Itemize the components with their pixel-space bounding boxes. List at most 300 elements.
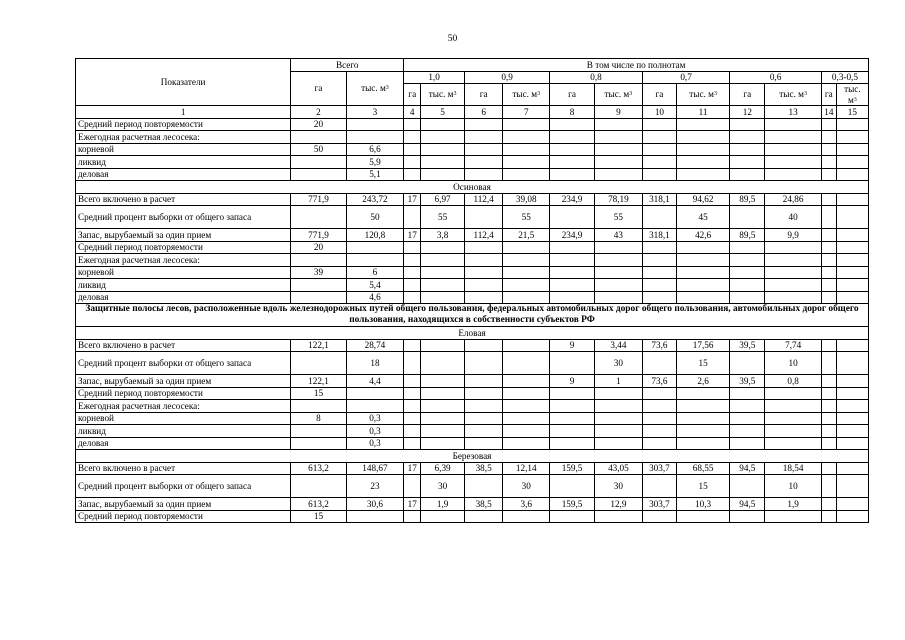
table-cell [464, 266, 502, 279]
row-label: Средний процент выборки от общего запаса [76, 475, 291, 498]
table-cell [730, 118, 765, 131]
table-cell [730, 475, 765, 498]
table-cell [503, 437, 550, 450]
row-label: деловая [76, 168, 291, 181]
table-cell: 73,6 [642, 339, 676, 352]
table-cell [464, 352, 502, 375]
table-cell [836, 143, 868, 156]
table-cell [421, 254, 465, 267]
table-cell: 234,9 [550, 229, 595, 242]
table-cell [464, 291, 502, 304]
table-cell: 3,6 [503, 498, 550, 511]
table-cell [464, 131, 502, 144]
table-cell [404, 279, 421, 292]
row-label: корневой [76, 143, 291, 156]
table-row [76, 462, 869, 475]
table-cell [550, 412, 595, 425]
table-cell [421, 241, 465, 254]
table-cell [836, 352, 868, 375]
table-cell [421, 387, 465, 400]
table-cell [730, 387, 765, 400]
table-cell [503, 425, 550, 438]
table-cell [642, 400, 676, 413]
table-cell [503, 143, 550, 156]
table-cell [404, 437, 421, 450]
row-label: Ежегодная расчетная лесосека: [76, 131, 291, 144]
table-cell: 39,08 [503, 193, 550, 206]
column-number: 12 [730, 106, 765, 119]
table-cell [404, 143, 421, 156]
column-number: 13 [765, 106, 821, 119]
table-cell [421, 339, 465, 352]
table-cell [550, 475, 595, 498]
table-cell [676, 387, 729, 400]
table-cell [550, 254, 595, 267]
table-cell [346, 254, 404, 267]
table-cell: 40 [765, 206, 821, 229]
table-cell [821, 291, 836, 304]
table-cell: 17 [404, 229, 421, 242]
table-cell [464, 437, 502, 450]
table-cell [836, 412, 868, 425]
table-cell [676, 279, 729, 292]
table-cell: 24,86 [765, 193, 821, 206]
table-cell [821, 437, 836, 450]
table-cell: 30 [503, 475, 550, 498]
table-cell: 42,6 [676, 229, 729, 242]
header-by-density: В том числе по полнотам [404, 59, 869, 72]
table-cell: 303,7 [642, 498, 676, 511]
table-cell [836, 375, 868, 388]
row-label: Ежегодная расчетная лесосека: [76, 254, 291, 267]
table-cell [836, 156, 868, 169]
row-label: Средний период повторяемости [76, 387, 291, 400]
table-row [76, 475, 869, 498]
header-density: 0,7 [642, 71, 729, 84]
table-cell [836, 339, 868, 352]
table-cell: 30,6 [346, 498, 404, 511]
table-cell [464, 241, 502, 254]
table-row [76, 193, 869, 206]
table-cell: 318,1 [642, 229, 676, 242]
table-cell [503, 412, 550, 425]
table-row [76, 291, 869, 304]
table-row [76, 241, 869, 254]
table-cell: 0,3 [346, 437, 404, 450]
table-cell [503, 254, 550, 267]
table-cell: 771,9 [291, 229, 346, 242]
row-label: Запас, вырубаемый за один прием [76, 375, 291, 388]
table-cell [503, 510, 550, 523]
row-label: Средний период повторяемости [76, 241, 291, 254]
table-cell [464, 118, 502, 131]
table-cell: 43 [594, 229, 642, 242]
table-cell: 9 [550, 375, 595, 388]
row-label: Всего включено в расчет [76, 462, 291, 475]
row-label: корневой [76, 412, 291, 425]
row-label: Средний период повторяемости [76, 118, 291, 131]
table-cell [765, 291, 821, 304]
table-cell [836, 266, 868, 279]
row-label: Запас, вырубаемый за один прием [76, 498, 291, 511]
table-cell [821, 118, 836, 131]
table-cell [346, 387, 404, 400]
table-cell [594, 291, 642, 304]
table-cell: 50 [346, 206, 404, 229]
table-cell [291, 131, 346, 144]
table-cell [404, 291, 421, 304]
header-total-volume: тыс. $м^3$ [346, 71, 404, 106]
table-cell [421, 375, 465, 388]
protective-strip-row [76, 304, 869, 327]
table-cell [594, 118, 642, 131]
table-cell [464, 168, 502, 181]
table-cell: 159,5 [550, 462, 595, 475]
table-cell [836, 437, 868, 450]
table-cell: 1,9 [765, 498, 821, 511]
table-cell: 15 [291, 387, 346, 400]
table-row [76, 375, 869, 388]
table-cell [503, 375, 550, 388]
table-cell: 39,5 [730, 339, 765, 352]
table-cell [642, 352, 676, 375]
table-cell: 4,4 [346, 375, 404, 388]
table-cell [821, 400, 836, 413]
table-cell: 3,8 [421, 229, 465, 242]
species-section-row [76, 450, 869, 463]
table-cell [503, 266, 550, 279]
header-unit-volume: тыс. $м^3$ [594, 84, 642, 106]
table-cell [291, 475, 346, 498]
table-cell [642, 241, 676, 254]
table-cell [821, 462, 836, 475]
column-number: 1 [76, 106, 291, 119]
table-cell [550, 206, 595, 229]
table-cell: 30 [421, 475, 465, 498]
table-cell [503, 241, 550, 254]
table-cell [730, 291, 765, 304]
table-cell [291, 156, 346, 169]
row-label: ликвид [76, 156, 291, 169]
table-cell [836, 193, 868, 206]
table-cell [676, 131, 729, 144]
table-cell [404, 412, 421, 425]
table-cell [404, 118, 421, 131]
table-cell [765, 510, 821, 523]
forest-cutting-table [75, 58, 869, 523]
table-cell [550, 291, 595, 304]
table-cell: 6,6 [346, 143, 404, 156]
table-cell: 43,05 [594, 462, 642, 475]
table-cell: 122,1 [291, 339, 346, 352]
table-cell: 94,62 [676, 193, 729, 206]
table-cell [503, 291, 550, 304]
table-cell [503, 118, 550, 131]
table-cell [730, 241, 765, 254]
table-cell [676, 254, 729, 267]
table-cell [404, 510, 421, 523]
table-cell [464, 156, 502, 169]
table-cell [594, 510, 642, 523]
table-cell [730, 400, 765, 413]
table-cell [291, 400, 346, 413]
table-cell: 4,6 [346, 291, 404, 304]
table-cell [821, 156, 836, 169]
table-cell: 21,5 [503, 229, 550, 242]
row-label: ликвид [76, 279, 291, 292]
table-cell [594, 156, 642, 169]
table-cell [676, 266, 729, 279]
table-cell [550, 241, 595, 254]
table-row [76, 254, 869, 267]
table-cell: 30 [594, 475, 642, 498]
table-cell: 17,56 [676, 339, 729, 352]
table-cell [550, 168, 595, 181]
table-cell [676, 118, 729, 131]
table-cell: 771,9 [291, 193, 346, 206]
table-row [76, 412, 869, 425]
table-cell [594, 254, 642, 267]
column-number: 7 [503, 106, 550, 119]
table-cell [836, 206, 868, 229]
table-cell [550, 131, 595, 144]
table-cell [730, 279, 765, 292]
table-row [76, 156, 869, 169]
header-density: 0,8 [550, 71, 643, 84]
table-cell [642, 412, 676, 425]
table-row [76, 387, 869, 400]
table-cell [421, 279, 465, 292]
table-cell [594, 241, 642, 254]
table-cell [404, 266, 421, 279]
table-cell [642, 131, 676, 144]
table-cell: 1,9 [421, 498, 465, 511]
table-row [76, 425, 869, 438]
table-cell: 12,9 [594, 498, 642, 511]
table-cell [550, 387, 595, 400]
table-cell: 6,39 [421, 462, 465, 475]
table-cell: 8 [291, 412, 346, 425]
table-cell [550, 425, 595, 438]
column-number: 6 [464, 106, 502, 119]
table-cell [550, 510, 595, 523]
table-cell [821, 375, 836, 388]
table-cell [642, 143, 676, 156]
column-number: 4 [404, 106, 421, 119]
table-cell: 30 [594, 352, 642, 375]
table-cell [503, 339, 550, 352]
table-cell [642, 254, 676, 267]
table-cell [550, 143, 595, 156]
table-cell [404, 375, 421, 388]
table-cell [836, 462, 868, 475]
table-cell [836, 241, 868, 254]
table-cell [765, 168, 821, 181]
table-cell [421, 437, 465, 450]
table-cell: 78,19 [594, 193, 642, 206]
table-cell: 10,3 [676, 498, 729, 511]
table-cell [642, 291, 676, 304]
column-number: 15 [836, 106, 868, 119]
table-cell [821, 241, 836, 254]
table-cell [404, 206, 421, 229]
table-cell [291, 291, 346, 304]
table-cell [821, 131, 836, 144]
table-row [76, 339, 869, 352]
table-cell [821, 510, 836, 523]
table-cell: 17 [404, 498, 421, 511]
column-number: 9 [594, 106, 642, 119]
table-cell [464, 400, 502, 413]
table-cell [346, 131, 404, 144]
species-section-title: Осиновая [76, 181, 869, 194]
table-cell [676, 412, 729, 425]
table-cell [503, 168, 550, 181]
table-cell [291, 437, 346, 450]
table-cell [594, 387, 642, 400]
table-cell [821, 352, 836, 375]
table-cell: 0,3 [346, 425, 404, 438]
table-cell [464, 143, 502, 156]
table-cell [730, 437, 765, 450]
table-cell: 15 [676, 475, 729, 498]
table-cell [836, 475, 868, 498]
table-cell [730, 131, 765, 144]
header-unit-ha: га [404, 84, 421, 106]
table-cell [821, 412, 836, 425]
table-row [76, 279, 869, 292]
table-cell [421, 156, 465, 169]
table-cell [346, 400, 404, 413]
table-cell [421, 425, 465, 438]
table-cell [836, 425, 868, 438]
table-cell: 243,72 [346, 193, 404, 206]
table-cell [346, 118, 404, 131]
table-cell [594, 412, 642, 425]
header-density: 0,9 [464, 71, 549, 84]
table-cell [765, 425, 821, 438]
protective-strip-title: Защитные полосы лесов, расположенные вдоль железнодорожных путей общего пользования, федеральных автомобильных дорог общего пользования, автомобильных дорог общего пользования, находящихся в собственности субъектов РФ [76, 304, 869, 327]
table-cell [291, 206, 346, 229]
table-cell [821, 266, 836, 279]
table-cell: 0,3 [346, 412, 404, 425]
table-cell [404, 400, 421, 413]
table-cell: 18 [346, 352, 404, 375]
table-cell: 159,5 [550, 498, 595, 511]
table-cell [836, 131, 868, 144]
table-cell [404, 425, 421, 438]
table-cell: 55 [421, 206, 465, 229]
table-cell [821, 498, 836, 511]
table-cell [730, 206, 765, 229]
table-cell [836, 291, 868, 304]
table-cell [836, 168, 868, 181]
table-cell [594, 425, 642, 438]
table-cell: 303,7 [642, 462, 676, 475]
table-cell [765, 156, 821, 169]
table-cell [464, 375, 502, 388]
table-cell [346, 510, 404, 523]
table-cell [765, 412, 821, 425]
table-cell [464, 254, 502, 267]
header-unit-volume: тыс. $м^3$ [421, 84, 465, 106]
table-cell [676, 437, 729, 450]
table-cell [676, 510, 729, 523]
table-cell [836, 400, 868, 413]
header-unit-volume: тыс. $м^3$ [676, 84, 729, 106]
table-cell: 120,8 [346, 229, 404, 242]
table-cell [464, 279, 502, 292]
table-cell [550, 279, 595, 292]
table-cell: 10 [765, 352, 821, 375]
table-cell [594, 131, 642, 144]
table-cell [464, 510, 502, 523]
table-cell: 45 [676, 206, 729, 229]
table-cell [642, 475, 676, 498]
table-cell: 122,1 [291, 375, 346, 388]
table-row [76, 168, 869, 181]
row-label: Всего включено в расчет [76, 339, 291, 352]
table-row [76, 118, 869, 131]
table-cell [421, 400, 465, 413]
table-cell [550, 118, 595, 131]
table-cell [421, 168, 465, 181]
table-cell [594, 437, 642, 450]
table-cell [291, 279, 346, 292]
header-total: Всего [291, 59, 404, 72]
header-unit-volume: тыс. $м^3$ [503, 84, 550, 106]
header-unit-ha: га [464, 84, 502, 106]
table-row [76, 131, 869, 144]
table-cell [676, 400, 729, 413]
table-cell: 5,9 [346, 156, 404, 169]
table-cell [821, 254, 836, 267]
table-cell [550, 156, 595, 169]
table-row [76, 400, 869, 413]
table-cell [464, 387, 502, 400]
table-cell: 148,67 [346, 462, 404, 475]
table-cell [421, 143, 465, 156]
table-cell: 12,14 [503, 462, 550, 475]
header-unit-ha: га [642, 84, 676, 106]
table-cell [291, 168, 346, 181]
table-cell [642, 168, 676, 181]
table-cell [765, 143, 821, 156]
header-unit-ha: га [821, 84, 836, 106]
table-cell: 1 [594, 375, 642, 388]
table-cell: 20 [291, 241, 346, 254]
header-unit-volume: тыс. $м^3$ [765, 84, 821, 106]
table-cell [642, 156, 676, 169]
table-cell [821, 425, 836, 438]
table-cell [642, 266, 676, 279]
table-cell [503, 352, 550, 375]
table-cell [836, 254, 868, 267]
row-label: Ежегодная расчетная лесосека: [76, 400, 291, 413]
table-cell [730, 156, 765, 169]
table-cell: 17 [404, 193, 421, 206]
table-cell [676, 425, 729, 438]
table-cell [346, 241, 404, 254]
table-cell [550, 437, 595, 450]
table-cell [404, 352, 421, 375]
table-cell: 39,5 [730, 375, 765, 388]
table-cell [503, 387, 550, 400]
table-cell [676, 168, 729, 181]
table-cell [404, 339, 421, 352]
table-cell [464, 339, 502, 352]
table-cell: 5,1 [346, 168, 404, 181]
